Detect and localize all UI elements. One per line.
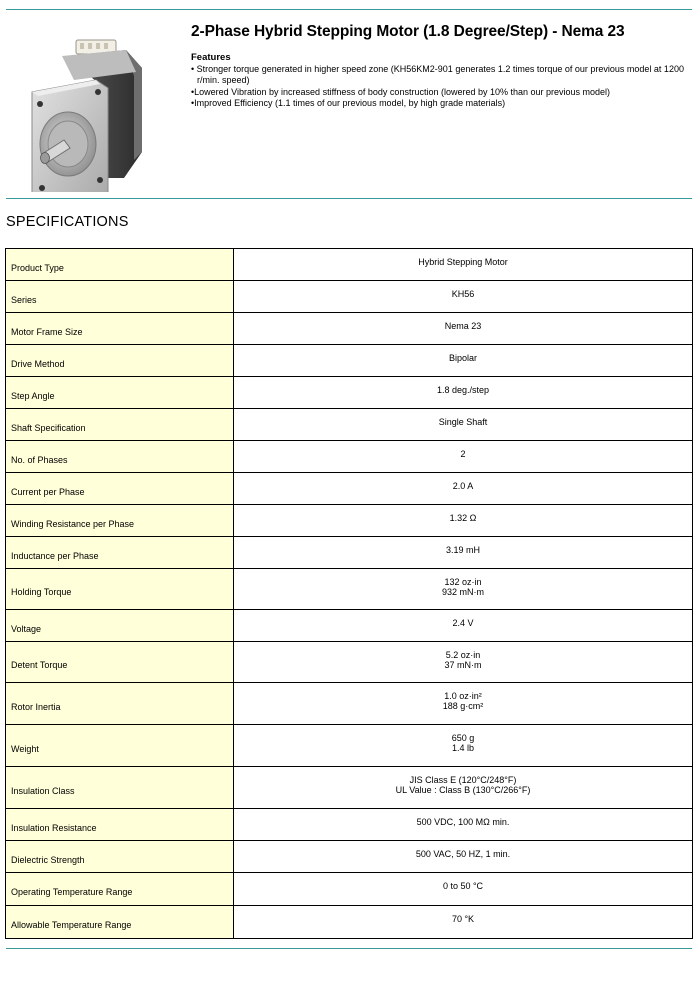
features-section: [191, 52, 687, 110]
stepper-motor-photo: [4, 28, 168, 192]
table-row: [6, 505, 693, 537]
spec-label: Step Angle: [6, 377, 234, 409]
bottom-divider: [6, 948, 692, 949]
features-list: [191, 64, 687, 110]
spec-label: Drive Method: [6, 345, 234, 377]
spec-label: Winding Resistance per Phase: [6, 505, 234, 537]
spec-label: Product Type: [6, 249, 234, 281]
table-row: [6, 683, 693, 725]
table-row: [6, 767, 693, 809]
table-row: [6, 409, 693, 441]
table-row: [6, 809, 693, 841]
spec-value: 2: [234, 441, 693, 473]
spec-value: JIS Class E (120°C/248°F) UL Value : Class B (130°C/266°F): [234, 767, 693, 809]
features-title: Features: [191, 52, 231, 63]
spec-value: 1.0 oz·in² 188 g·cm²: [234, 683, 693, 725]
spec-value: Single Shaft: [234, 409, 693, 441]
table-row: [6, 313, 693, 345]
spec-label: Voltage: [6, 610, 234, 642]
table-row: [6, 725, 693, 767]
spec-value: 500 VAC, 50 HZ, 1 min.: [234, 841, 693, 873]
spec-value: 2.4 V: [234, 610, 693, 642]
spec-value: Nema 23: [234, 313, 693, 345]
spec-value: 1.32 Ω: [234, 505, 693, 537]
feature-item: •Lowered Vibration by increased stiffness of body construction (lowered by 10% than our previous model): [191, 86, 611, 97]
spec-value: 70 °K: [234, 906, 693, 939]
table-row: [6, 537, 693, 569]
spec-value: 3.19 mH: [234, 537, 693, 569]
spec-label: Inductance per Phase: [6, 537, 234, 569]
table-row: [6, 441, 693, 473]
spec-value: KH56: [234, 281, 693, 313]
spec-value: 5.2 oz·in 37 mN·m: [234, 642, 693, 683]
spec-label: Detent Torque: [6, 642, 234, 683]
spec-label: Insulation Class: [6, 767, 234, 809]
spec-value: 0 to 50 °C: [234, 873, 693, 906]
specifications-heading: SPECIFICATIONS: [6, 214, 129, 230]
table-row: [6, 642, 693, 683]
spec-label: Operating Temperature Range: [6, 873, 234, 906]
spec-label: Series: [6, 281, 234, 313]
spec-label: Weight: [6, 725, 234, 767]
spec-label: Shaft Specification: [6, 409, 234, 441]
spec-label: Motor Frame Size: [6, 313, 234, 345]
table-row: [6, 377, 693, 409]
spec-value: Bipolar: [234, 345, 693, 377]
spec-value: 2.0 A: [234, 473, 693, 505]
spec-label: Dielectric Strength: [6, 841, 234, 873]
feature-item: • Stronger torque generated in higher speed zone (KH56KM2-901 generates 1.2 times torque of our previous model at 1200 r/min. speed): [191, 63, 684, 85]
spec-value: 132 oz·in 932 mN·m: [234, 569, 693, 610]
top-divider: [6, 9, 692, 10]
table-row: [6, 841, 693, 873]
spec-label: Rotor Inertia: [6, 683, 234, 725]
spec-label: Current per Phase: [6, 473, 234, 505]
table-row: [6, 473, 693, 505]
specifications-table: [5, 248, 693, 939]
spec-value: 650 g 1.4 lb: [234, 725, 693, 767]
table-row: [6, 610, 693, 642]
spec-value: Hybrid Stepping Motor: [234, 249, 693, 281]
feature-item: •Improved Efficiency (1.1 times of our previous model, by high grade materials): [191, 98, 506, 108]
spec-label: Allowable Temperature Range: [6, 906, 234, 939]
table-row: [6, 873, 693, 906]
table-row: [6, 345, 693, 377]
spec-label: Insulation Resistance: [6, 809, 234, 841]
spec-label: No. of Phases: [6, 441, 234, 473]
section-divider: [6, 198, 692, 199]
product-title: 2-Phase Hybrid Stepping Motor (1.8 Degree/Step) - Nema 23: [191, 23, 625, 40]
spec-value: 500 VDC, 100 MΩ min.: [234, 809, 693, 841]
table-row: [6, 281, 693, 313]
table-row: [6, 906, 693, 939]
table-row: [6, 569, 693, 610]
table-row: [6, 249, 693, 281]
spec-label: Holding Torque: [6, 569, 234, 610]
spec-value: 1.8 deg./step: [234, 377, 693, 409]
